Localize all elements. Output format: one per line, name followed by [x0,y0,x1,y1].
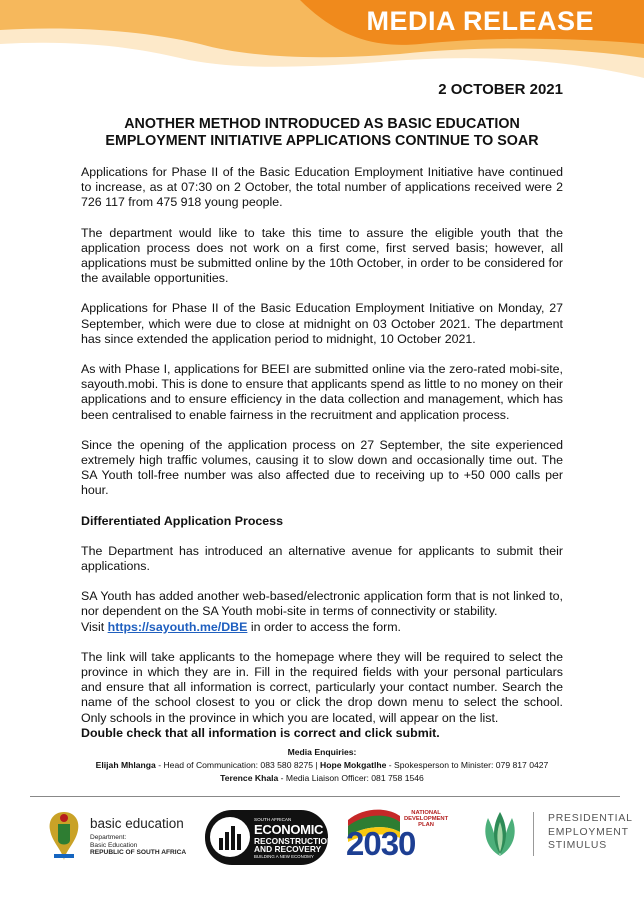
contact-role-1: - Head of Communication: 083 580 8275 | [155,760,321,770]
paragraph-8-bold: Double check that all information is correct and click submit. [81,725,440,740]
pes-line-2: EMPLOYMENT [548,826,629,838]
contact-role-3: - Media Liaison Officer: 081 758 1546 [278,773,424,783]
visit-after-text: in order to access the form. [250,619,401,634]
paragraph-8-text: The link will take applicants to the homepage where they will be required to select the province in which they are in. Fill in the required fields with your personal particulars and ensure that all information is correct, particularly your contact number. Search the name of the school closest to you or click the drop down menu to select the school. Only schools in the province in which you are located, will appear on the list. [81,649,563,725]
protea-flower-icon [474,808,526,860]
paragraph-4: As with Phase I, applications for BEEI are submitted online via the zero-rated mobi-site, sayouth.mobi. This is done to ensure that applicants spend as little to no money on their applications and to ensure efficiency in the data collection and management, which has been centralised to enable fairness in the recruitment and application process. [81,362,563,422]
ndp-year: 2030 [346,825,416,862]
paragraph-8 [81,650,563,741]
enquiries-line-2 [60,772,584,785]
basic-education-subtitle [90,834,186,857]
contact-name-1: Elijah Mhlanga [95,760,156,770]
ndp-line-1: NATIONAL [411,810,441,816]
basic-education-title: basic education [90,816,184,831]
paragraph-1: Applications for Phase II of the Basic Education Employment Initiative have continued to increase, as at 07:30 on 2 October, the total number of applications received were 2 726 117 from 475 918 young people. [81,165,563,210]
be-line-3: REPUBLIC OF SOUTH AFRICA [90,849,187,856]
paragraph-5: Since the opening of the application process on 27 September, the site experienced extremely high traffic volumes, causing it to slow down and occasionally time out. The SA Youth toll-free number was also affected due to receiving up to +50 000 calls per hour. [81,437,563,498]
paragraph-6: The Department has introduced an alternative avenue for applicants to submit their applications. [81,543,563,574]
headline [80,116,564,150]
header-banner [0,0,644,78]
banner-title: MEDIA RELEASE [366,6,594,36]
visit-text: Visit [81,619,105,634]
err-top-text: SOUTH AFRICAN [254,817,292,822]
contact-role-2: - Spokesperson to Minister: 079 817 0427 [386,760,549,770]
ndp-line-3: PLAN [418,822,434,829]
sayouth-link[interactable]: https://sayouth.me/DBE [107,619,248,634]
footer-divider [30,796,620,797]
be-line-2: Basic Education [90,841,138,849]
headline-line-1: ANOTHER METHOD INTRODUCED AS BASIC EDUCATION [124,116,520,132]
pes-text [548,812,633,853]
headline-line-2: EMPLOYMENT INITIATIVE APPLICATIONS CONTINUE TO SOAR [105,133,539,149]
err-sub-line-1: RECONSTRUCTION [254,836,334,846]
paragraph-7 [81,589,563,635]
err-main-text: ECONOMIC [254,822,324,837]
enquiries-heading: Media Enquiries: [287,747,357,757]
err-sub-text [254,837,333,854]
paragraph-3: Applications for Phase II of the Basic Education Employment Initiative on Monday, 27 September, which were due to close at midnight on 03 October 2021. The department has since extended the application period to midnight, 10 October 2021. [81,301,563,346]
contact-name-2: Hope Mokgatlhe [320,760,387,770]
pes-line-1: PRESIDENTIAL [548,813,633,824]
body-text [81,165,563,741]
be-line-1: Department: [90,834,127,841]
media-enquiries [60,746,584,785]
release-date: 2 OCTOBER 2021 [438,81,563,98]
enquiries-line-1 [60,759,584,772]
ndp-line-2: DEVELOPMENT [404,816,449,823]
paragraph-2: The department would like to take this time to assure the eligible youth that the application process does not work on a first come, first served basis; however, all applications must be submitted online by the 10th October, in order to be considered for the available opportunities. [81,225,563,286]
pes-line-3: STIMULUS [548,840,607,851]
err-tagline: BUILDING A NEW ECONOMY [254,854,314,859]
paragraph-7-text: SA Youth has added another web-based/electronic application form that is not linked to, nor dependent on the SA Youth mobi-site in terms of connectivity or stability. [81,589,563,619]
pes-divider [533,812,534,856]
subheading: Differentiated Application Process [81,513,283,528]
contact-name-3: Terence Khala [220,773,279,783]
err-sub-line-2: AND RECOVERY [254,844,322,855]
